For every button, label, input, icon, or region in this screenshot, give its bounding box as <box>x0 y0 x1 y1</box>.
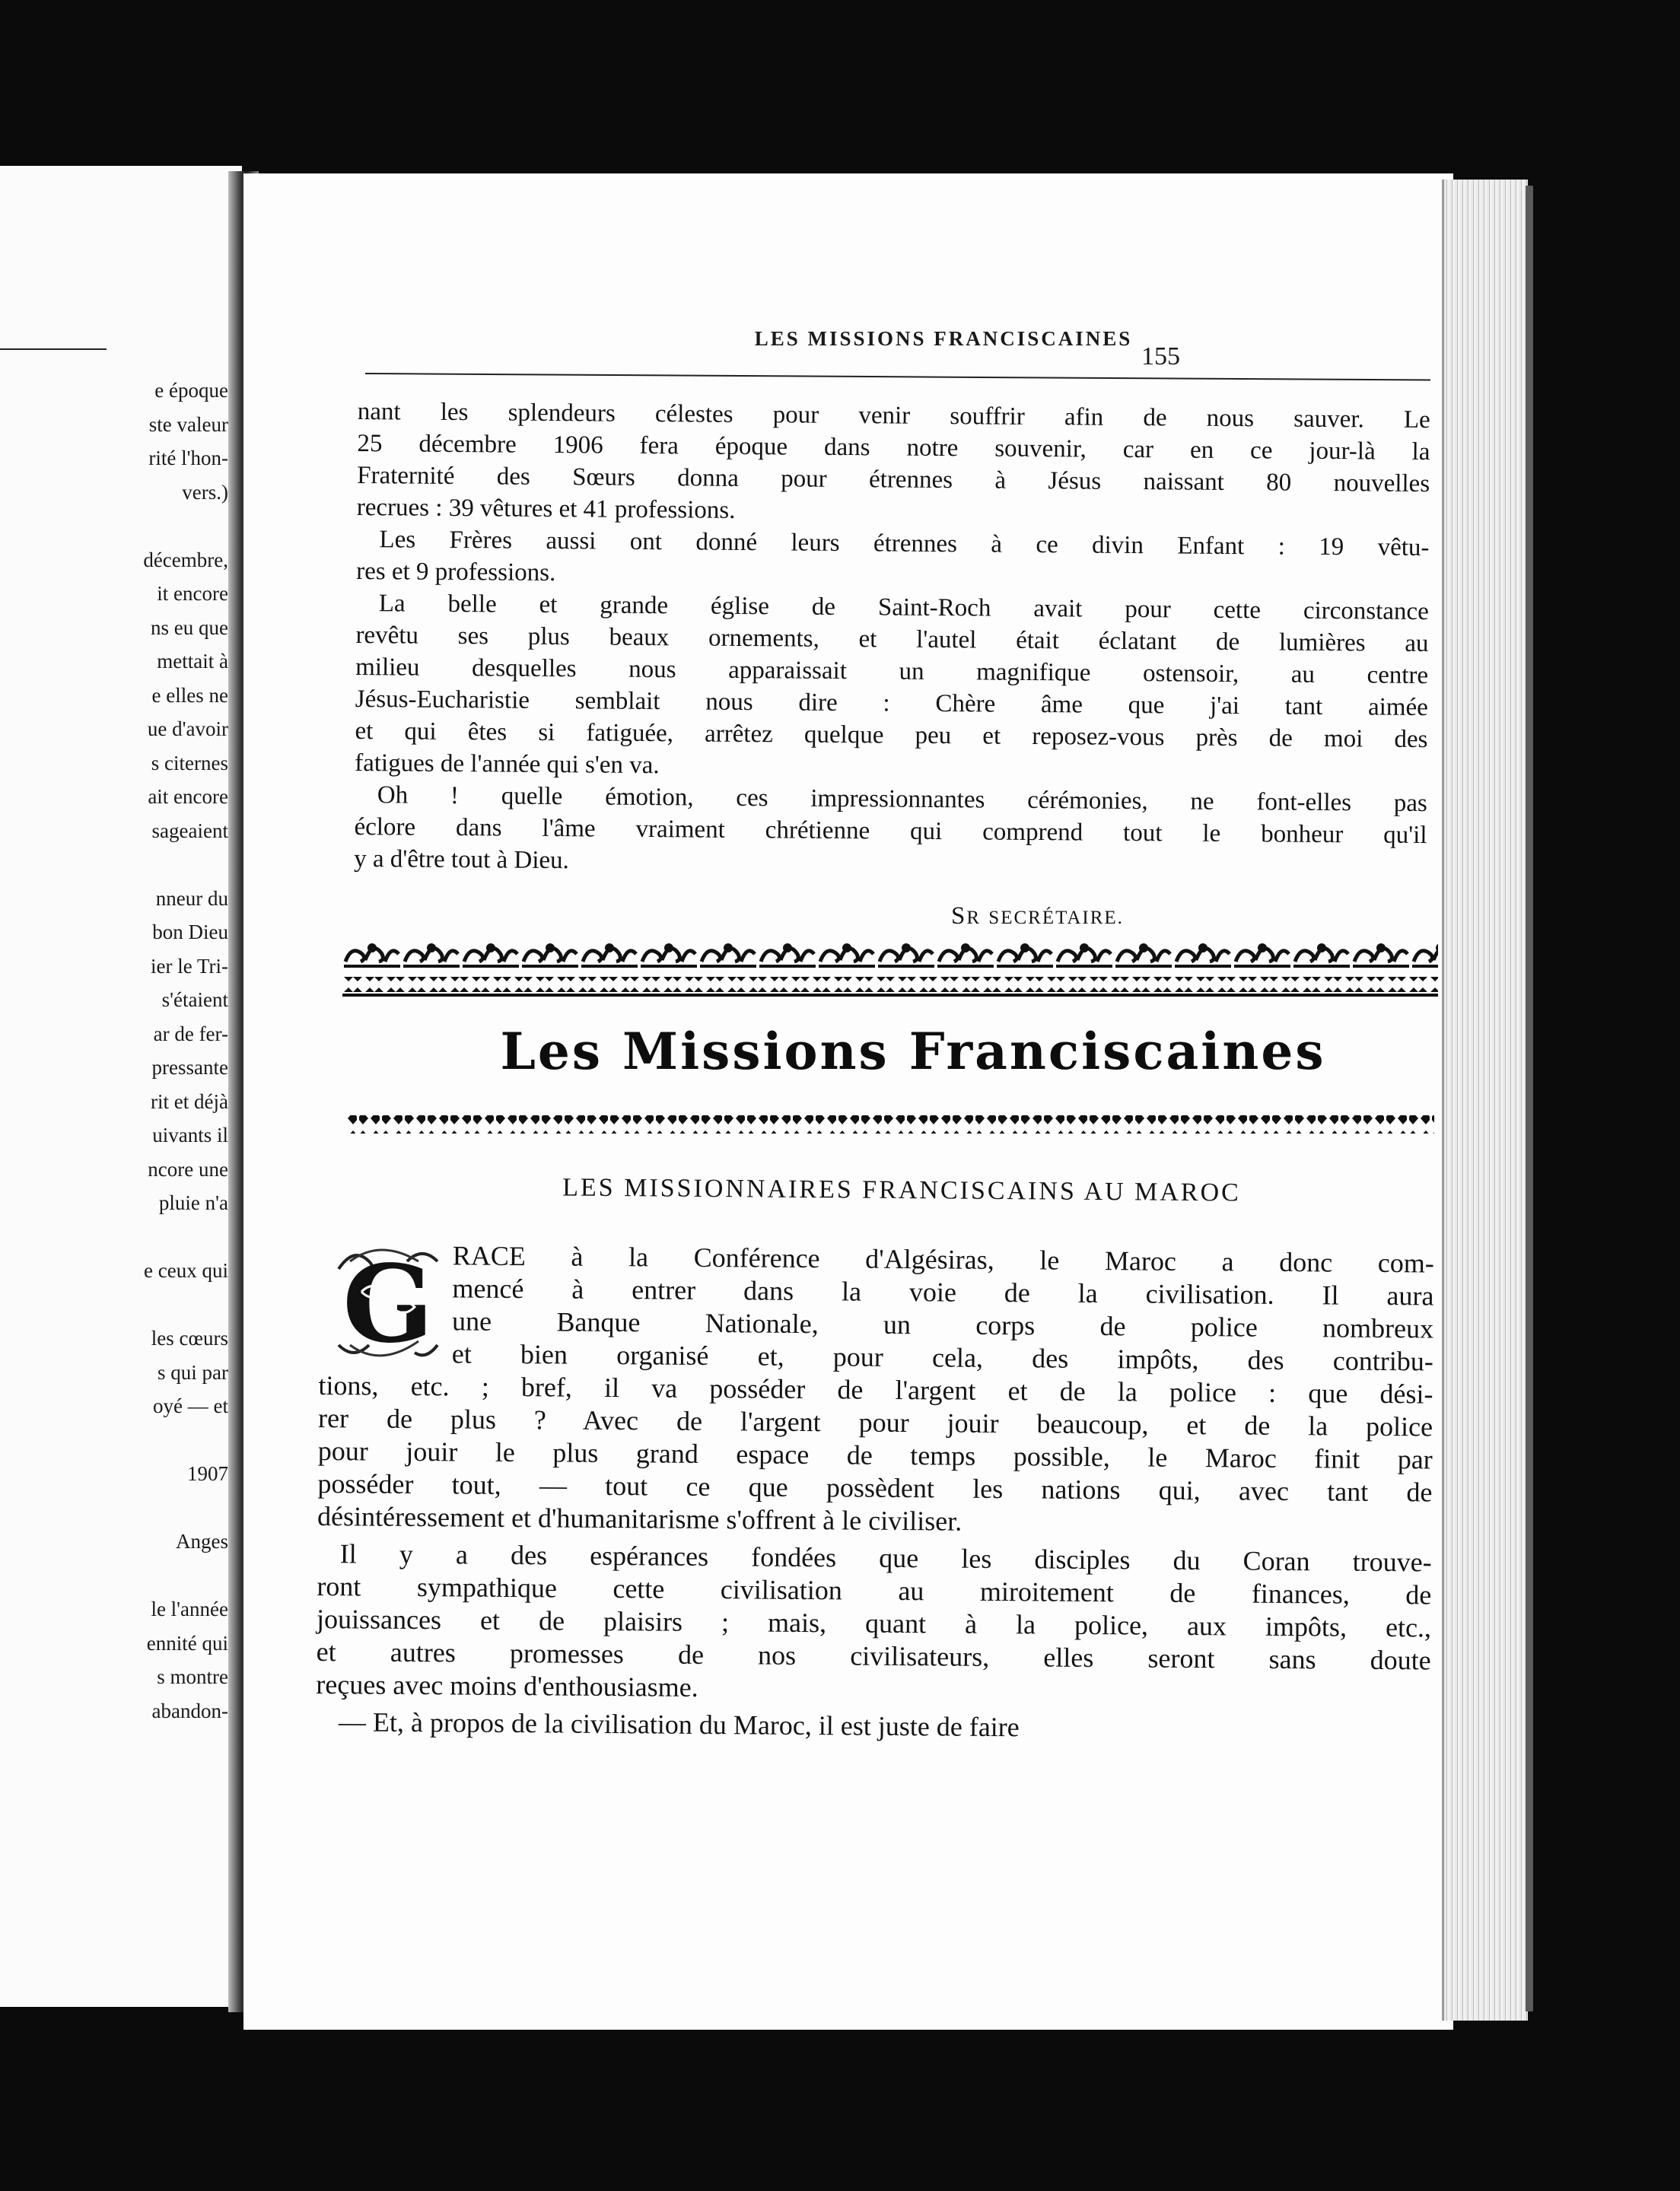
left-page-line: les cœurs <box>151 1327 228 1350</box>
left-page-line: s'étaient <box>161 988 228 1011</box>
text-line: nant les splendeurs célestes pour venir souffrir afin de nous sauver. Le <box>357 397 1430 434</box>
text-line: fatigues de l'année qui s'en va. <box>355 749 660 780</box>
left-page-line: e époque <box>154 379 228 402</box>
left-page-line: nneur du <box>155 886 228 910</box>
left-page-line: mettait à <box>157 650 228 673</box>
text-line: res et 9 professions. <box>356 557 556 587</box>
text-line: et autres promesses de nos civilisateurs, elles seront sans doute <box>316 1636 1431 1676</box>
left-page-line: le l'année <box>151 1598 228 1620</box>
article-text <box>316 1239 1434 1747</box>
left-page-line: s montre <box>157 1665 228 1688</box>
left-page-line: s qui par <box>158 1360 228 1384</box>
left-page-line: oyé — et <box>153 1394 228 1417</box>
left-page-line: s citernes <box>151 751 228 774</box>
left-page-line: ue d'avoir <box>147 717 228 740</box>
left-page-line: e ceux qui <box>144 1259 228 1282</box>
text-line: et bien organisé et, pour cela, des impôts, des contribu- <box>451 1338 1433 1377</box>
header-rule <box>365 373 1430 381</box>
right-page <box>243 173 1453 2030</box>
left-page-line: ar de fer- <box>153 1022 228 1045</box>
left-page-line: ennité qui <box>146 1631 228 1655</box>
left-page-fragment <box>0 166 242 2007</box>
paragraph <box>316 1538 1432 1709</box>
page-number: 155 <box>1141 342 1180 370</box>
running-head: LES MISSIONS FRANCISCAINES <box>754 327 1133 350</box>
text-line: RACE à la Conférence d'Algésiras, le Maroc a donc com- <box>452 1240 1434 1279</box>
left-page-line: vers.) <box>182 480 228 504</box>
text-line: milieu desquelles nous apparaissait un magnifique ostensoir, au centre <box>355 653 1429 690</box>
decorative-border-middle <box>346 1109 1434 1140</box>
left-page-line: rité l'hon- <box>148 447 228 469</box>
decorative-border-top <box>342 939 1438 1000</box>
section-title: Les Missions Franciscaines <box>500 1022 1326 1081</box>
paragraph <box>357 396 1430 532</box>
article-title: LES MISSIONNAIRES FRANCISCAINS AU MAROC <box>562 1173 1241 1207</box>
left-page-line: pluie n'a <box>158 1191 228 1214</box>
text-line: Les Frères aussi ont donné leurs étrennes à ce divin Enfant : 19 vêtu- <box>379 526 1430 562</box>
text-line: pour jouir le plus grand espace de temps possible, le Maroc finit par <box>317 1435 1433 1475</box>
text-line: recrues : 39 vêtures et 41 professions. <box>356 493 736 524</box>
left-page-line: 1907 <box>187 1462 228 1485</box>
left-page-line: décembre, <box>143 548 228 571</box>
text-line: Fraternité des Sœurs donna pour étrennes à Jésus naissant 80 nouvelles <box>357 461 1430 498</box>
paragraph <box>316 1706 1430 1747</box>
text-line: Il y a des espérances fondées que les disciples du Coran trouve- <box>339 1538 1432 1578</box>
page-block-shadow <box>1526 186 1533 2011</box>
left-page-line: pressante <box>151 1056 228 1079</box>
text-line: reçues avec moins d'enthousiasme. <box>316 1668 698 1703</box>
left-page-line: uivants il <box>152 1124 228 1146</box>
left-page-line: ier le Tri- <box>150 954 228 978</box>
text-line: revêtu ses plus beaux ornements, et l'autel était éclatant de lumières au <box>355 621 1429 658</box>
text-line: rer de plus ? Avec de l'argent pour jouir beaucoup, et de la police <box>317 1402 1433 1442</box>
left-page-line: ncore une <box>148 1157 228 1181</box>
left-page-line: ste valeur <box>148 412 228 436</box>
left-page-line: rit et déjà <box>151 1089 228 1113</box>
text-line: jouissances et de plaisirs ; mais, quant à la police, aux impôts, etc., <box>316 1603 1432 1643</box>
paragraph <box>355 587 1429 787</box>
text-line: y a d'être tout à Dieu. <box>354 844 570 875</box>
left-page-line: sageaient <box>151 819 228 842</box>
text-line: et qui êtes si fatiguée, arrêtez quelque peu et reposez-vous près de moi des <box>355 717 1428 754</box>
paragraph <box>356 523 1430 596</box>
signature: SR SECRÉTAIRE. <box>951 902 1124 930</box>
text-line: éclore dans l'âme vraiment chrétienne qui comprend tout le bonheur qu'il <box>354 812 1427 850</box>
text-line: Jésus-Eucharistie semblait nous dire : Chère âme que j'ai tant aimée <box>355 685 1428 722</box>
text-line: mencé à entrer dans la voie de la civilisation. Il aura <box>452 1273 1434 1312</box>
paragraph <box>354 779 1427 883</box>
text-line: désintéressement et d'humanitarisme s'offrent à le civiliser. <box>317 1500 963 1537</box>
text-line: tions, etc. ; bref, il va posséder de l'argent et de la police : que dési- <box>318 1369 1433 1410</box>
letter-text <box>354 396 1430 883</box>
text-line: La belle et grande église de Saint-Roch avait pour cette circonstance <box>378 590 1429 626</box>
left-page-line: Anges <box>176 1530 228 1553</box>
text-line: posséder tout, — tout ce que possèdent les nations qui, avec tant de <box>317 1468 1433 1508</box>
left-page-rule <box>0 348 107 350</box>
left-page-line: e elles ne <box>151 683 228 707</box>
left-page-line: bon Dieu <box>152 921 228 943</box>
text-line: ront sympathique cette civilisation au miroitement de finances, de <box>317 1570 1432 1611</box>
left-page-line: it encore <box>157 582 228 605</box>
paragraph <box>317 1239 1434 1541</box>
text-line: une Banque Nationale, un corps de police nombreux <box>451 1305 1434 1344</box>
page-block-edge <box>1442 180 1528 2021</box>
text-line: 25 décembre 1906 fera époque dans notre souvenir, car en ce jour-là la <box>357 429 1430 466</box>
left-page-line: abandon- <box>151 1699 228 1722</box>
left-page-line: ait encore <box>148 785 228 808</box>
left-page-line: ns eu que <box>151 615 228 639</box>
text-line: — Et, à propos de la civilisation du Maroc, il est juste de faire <box>338 1706 1020 1743</box>
svg-text:G: G <box>342 1242 434 1367</box>
text-line: Oh ! quelle émotion, ces impressionnantes cérémonies, ne font-elles pas <box>377 781 1427 818</box>
